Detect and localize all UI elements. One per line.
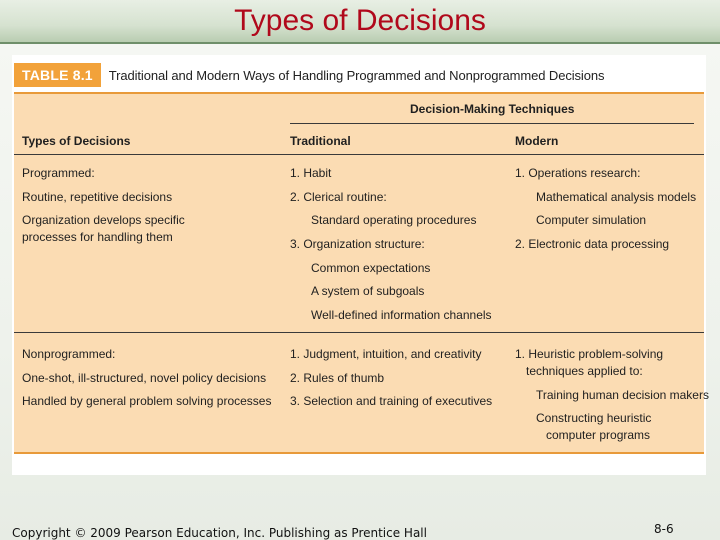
programmed-traditional-line: 3. Organization structure: xyxy=(290,237,425,251)
nonprogrammed-traditional-line: 3. Selection and training of executives xyxy=(290,394,493,408)
group-header-rule xyxy=(290,123,694,124)
table-tag: TABLE 8.1 xyxy=(14,63,101,87)
programmed-traditional-line: Well-defined information channels xyxy=(311,308,492,322)
nonprogrammed-modern-line: 1. Heuristic problem-solving xyxy=(515,347,664,361)
copyright-text: Copyright © 2009 Pearson Education, Inc. Publishing as Prentice Hall xyxy=(12,526,427,540)
group-header: Decision-Making Techniques xyxy=(410,102,575,116)
nonprogrammed-type-line: Nonprogrammed: xyxy=(22,347,116,361)
nonprogrammed-traditional-line: 1. Judgment, intuition, and creativity xyxy=(290,347,482,361)
nonprogrammed-type-line: Handled by general problem solving processes xyxy=(22,394,272,408)
column-header-modern: Modern xyxy=(515,134,559,148)
table-caption-row xyxy=(14,62,604,88)
programmed-traditional-line: A system of subgoals xyxy=(311,284,425,298)
nonprogrammed-modern-line: Training human decision makers xyxy=(536,388,709,402)
programmed-traditional-line: 2. Clerical routine: xyxy=(290,190,387,204)
nonprogrammed-traditional-line: 2. Rules of thumb xyxy=(290,371,385,385)
column-header-traditional: Traditional xyxy=(290,134,351,148)
header-bottom-rule xyxy=(14,154,704,155)
programmed-modern-line: 1. Operations research: xyxy=(515,166,641,180)
table-top-rule xyxy=(14,92,704,94)
programmed-type-line: Routine, repetitive decisions xyxy=(22,190,173,204)
programmed-traditional-line: Common expectations xyxy=(311,261,431,275)
programmed-traditional-line: Standard operating procedures xyxy=(311,213,477,227)
section-divider-rule xyxy=(14,332,704,333)
table-caption: Traditional and Modern Ways of Handling Programmed and Nonprogrammed Decisions xyxy=(108,67,605,83)
programmed-traditional-line: 1. Habit xyxy=(290,166,332,180)
table-body xyxy=(14,92,709,454)
programmed-type-line: processes for handling them xyxy=(22,230,173,244)
programmed-type-line: Programmed: xyxy=(22,166,95,180)
programmed-modern-line: 2. Electronic data processing xyxy=(515,237,670,251)
nonprogrammed-modern-line: computer programs xyxy=(546,428,651,442)
programmed-modern-line: Mathematical analysis models xyxy=(536,190,697,204)
slide-title: Types of Decisions xyxy=(234,4,486,37)
programmed-type-line: Organization develops specific xyxy=(22,213,185,227)
table-bottom-rule xyxy=(14,452,704,454)
page-number: 8-6 xyxy=(654,522,674,536)
nonprogrammed-modern-line: techniques applied to: xyxy=(526,364,643,378)
nonprogrammed-type-line: One-shot, ill-structured, novel policy decisions xyxy=(22,371,267,385)
column-header-types: Types of Decisions xyxy=(22,134,131,148)
programmed-modern-line: Computer simulation xyxy=(536,213,647,227)
nonprogrammed-modern-line: Constructing heuristic xyxy=(536,411,652,425)
title-bar xyxy=(0,0,720,44)
